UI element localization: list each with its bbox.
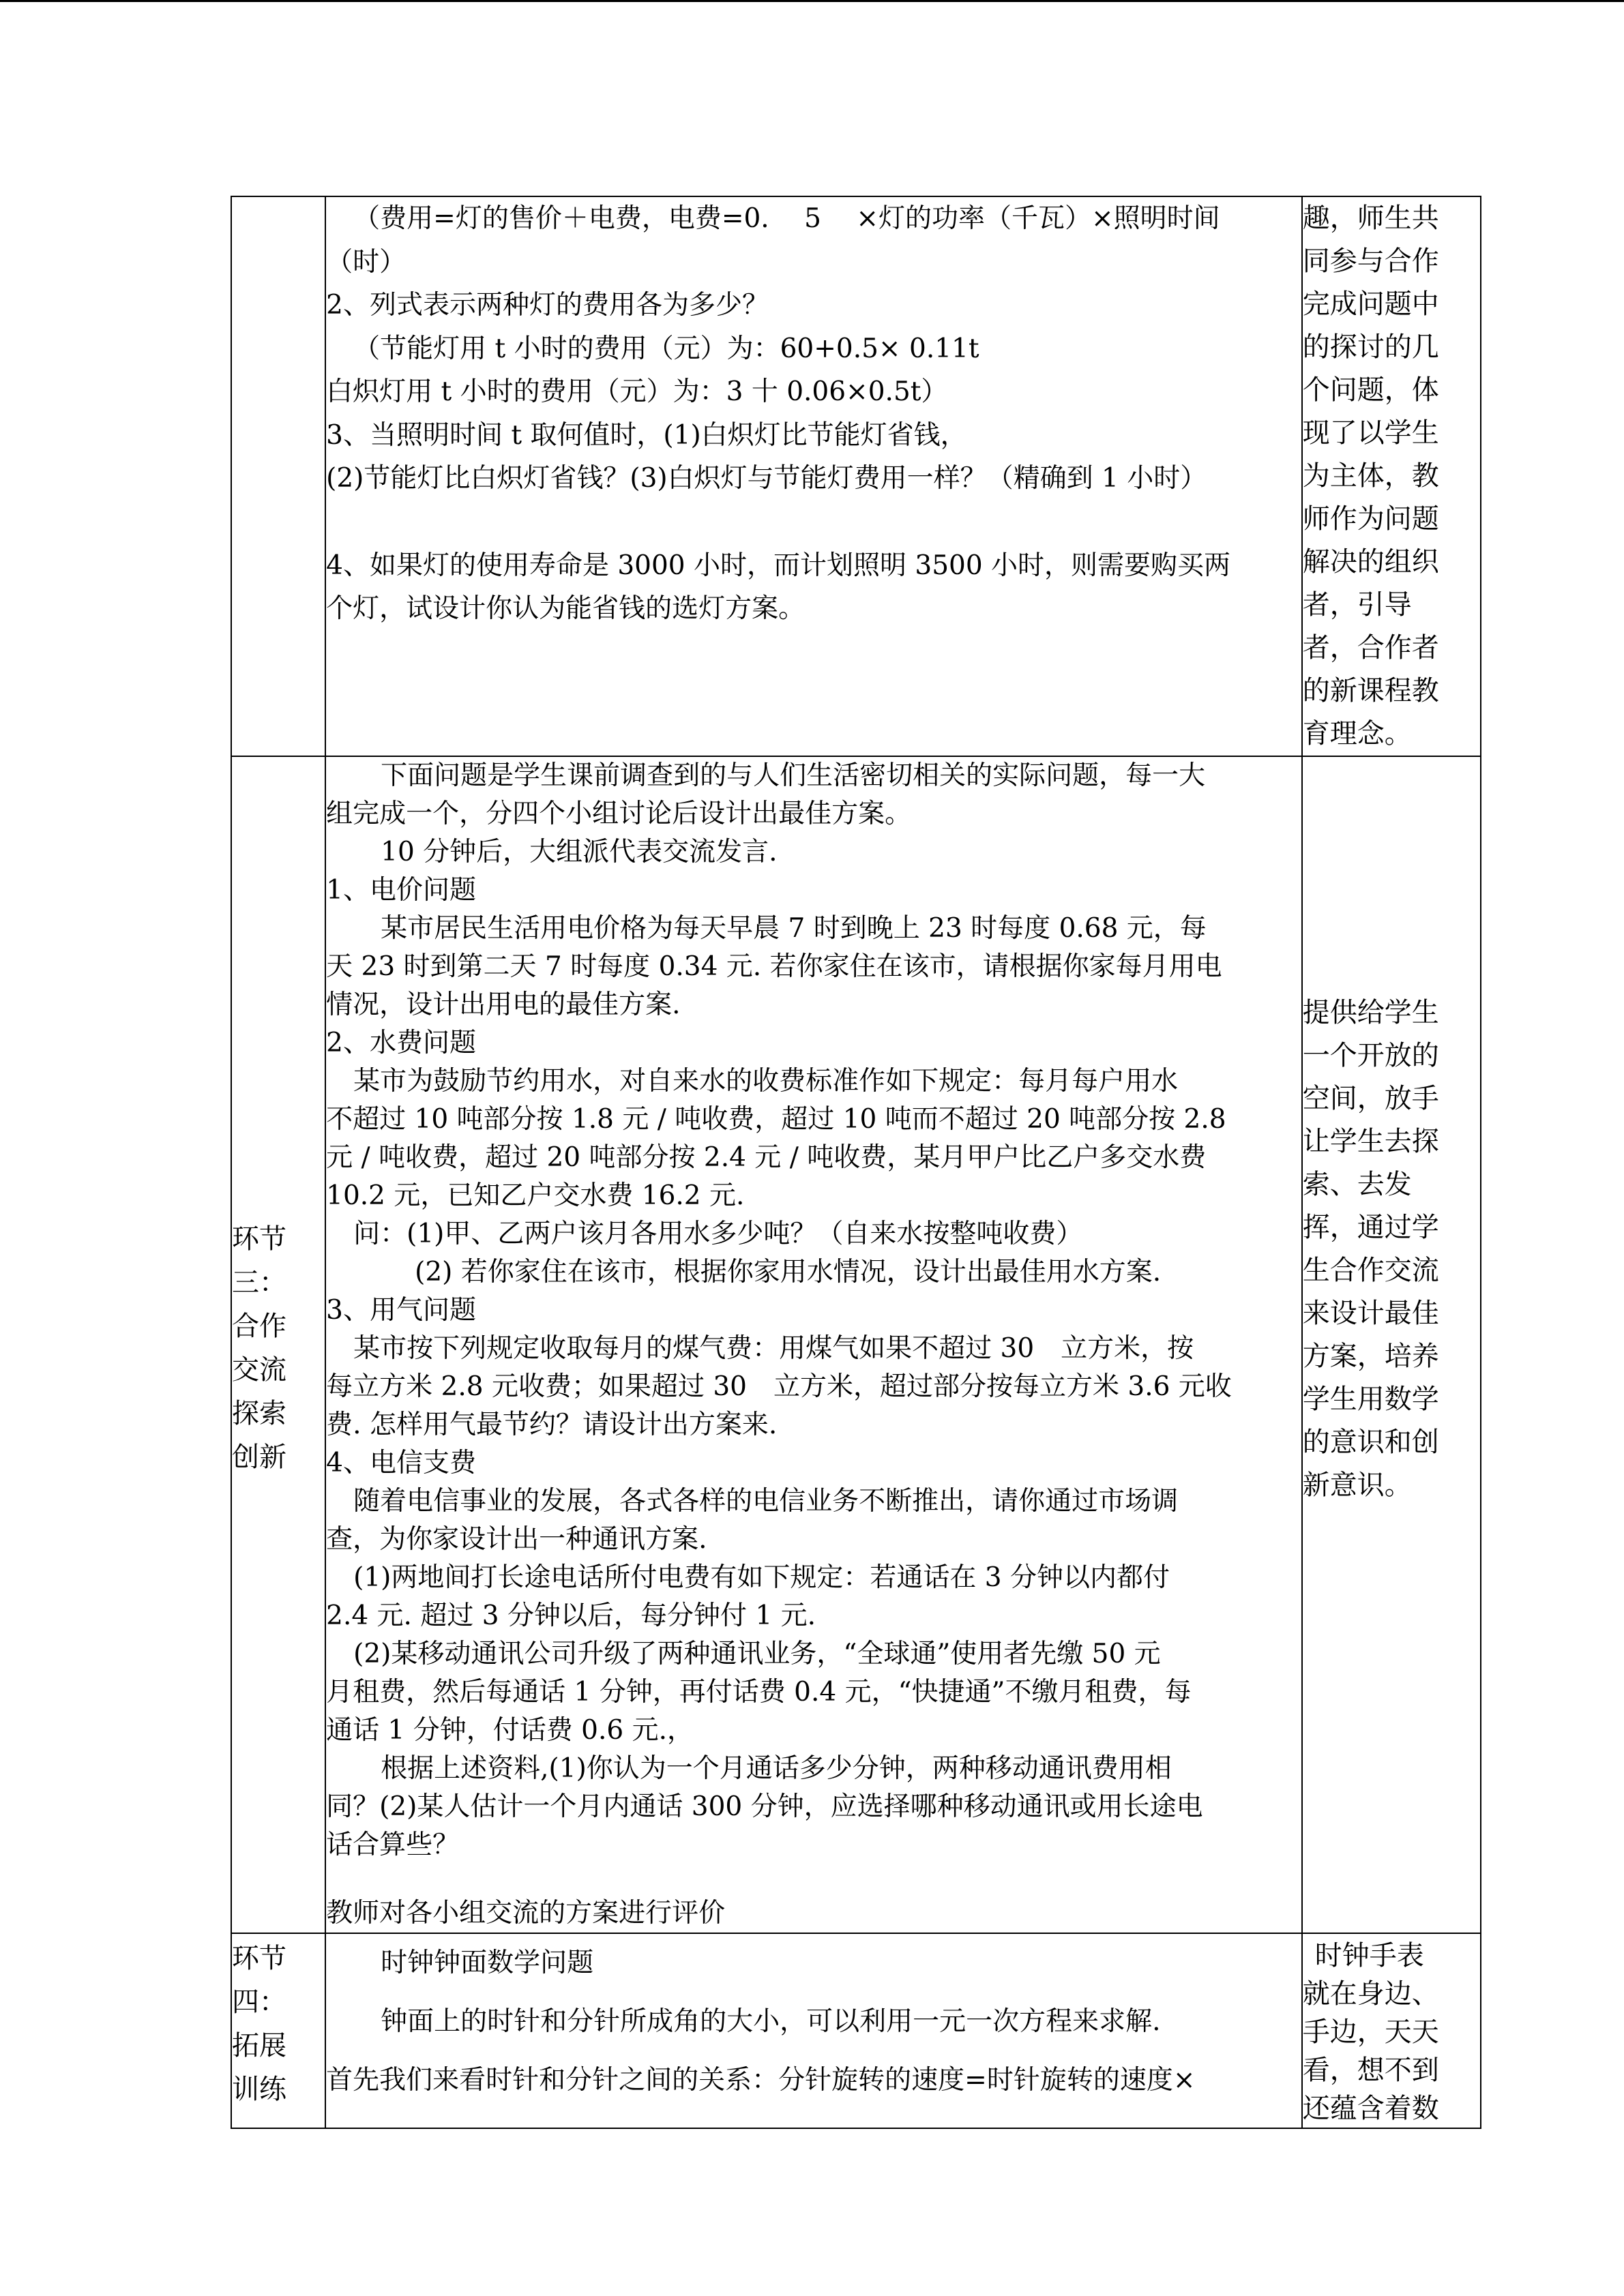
text-line: 某市为鼓励节约用水，对自来水的收费标准作如下规定：每月每户用水	[353, 1066, 1179, 1097]
text-line: （时）	[326, 246, 407, 278]
stage-label: 创新	[232, 1442, 286, 1473]
lesson-plan-table	[231, 196, 1481, 2129]
stage-label: 拓展	[232, 2030, 286, 2061]
text-line: 通话 1 分钟，付话费 0.6 元.，	[326, 1715, 694, 1746]
text-line: 钟面上的时针和分针所成角的大小，可以利用一元一次方程来求解.	[381, 2006, 1161, 2037]
comment-line: 一个开放的	[1302, 1040, 1439, 1071]
comment-cell	[1302, 196, 1481, 756]
stage-cell	[231, 196, 325, 756]
comment-line: 挥，通过学	[1302, 1212, 1439, 1243]
comment-line: 方案，培养	[1302, 1341, 1439, 1372]
text-line: 1、电价问题	[326, 875, 476, 906]
text-line: 每立方米 2.8 元收费；如果超过 30 立方米，超过部分按每立方米 3.6 元收	[326, 1371, 1232, 1402]
comment-line: 提供给学生	[1302, 997, 1439, 1028]
comment-line: 就在身边、	[1302, 1978, 1439, 2010]
comment-line: 来设计最佳	[1302, 1298, 1439, 1329]
text-line: 2、水费问题	[326, 1028, 476, 1058]
text-line: (2)某移动通讯公司升级了两种通讯业务，“全球通”使用者先缴 50 元	[353, 1639, 1161, 1669]
text-line: 某市居民生活用电价格为每天早晨 7 时到晚上 23 时每度 0.68 元，每	[381, 913, 1207, 944]
text-line: 情况，设计出用电的最佳方案.	[326, 989, 681, 1020]
comment-line: 育理念。	[1302, 718, 1412, 749]
text-line: 随着电信事业的发展，各式各样的电信业务不断推出，请你通过市场调	[353, 1486, 1179, 1517]
comment-line: 同参与合作	[1302, 245, 1439, 277]
text-line: （节能灯用 t 小时的费用（元）为：60+0.5× 0.11t	[353, 333, 979, 364]
table-row	[231, 756, 1481, 1933]
comment-line: 让学生去探	[1302, 1126, 1439, 1157]
comment-line: 新意识。	[1302, 1470, 1412, 1501]
stage-label: 三：	[232, 1267, 286, 1298]
comment-line: 完成问题中	[1302, 288, 1439, 320]
comment-line: 看，想不到	[1302, 2055, 1439, 2086]
text-line: 个灯，试设计你认为能省钱的选灯方案。	[326, 593, 806, 624]
comment-line: 的新课程教	[1302, 675, 1439, 706]
comment-line: 空间，放手	[1302, 1083, 1439, 1114]
stage-label: 环节	[232, 1943, 286, 1974]
content-cell	[325, 756, 1302, 1933]
comment-line: 师作为问题	[1302, 503, 1439, 535]
text-line: 4、电信支费	[326, 1448, 476, 1478]
text-line: (2) 若你家住在该市，根据你家用水情况，设计出最佳用水方案.	[415, 1257, 1162, 1287]
stage-label: 交流	[232, 1354, 286, 1386]
text-line: 元 / 吨收费，超过 20 吨部分按 2.4 元 / 吨收费，某月甲户比乙户多交水费	[326, 1142, 1207, 1173]
comment-line: 解决的组织	[1302, 546, 1439, 578]
comment-line: 学生用数学	[1302, 1384, 1439, 1415]
page-top-border	[0, 0, 1624, 2]
text-line: (2)节能灯比白炽灯省钱？(3)白炽灯与节能灯费用一样？（精确到 1 小时）	[326, 463, 1207, 494]
comment-line: 的意识和创	[1302, 1427, 1439, 1458]
text-line: 10 分钟后，大组派代表交流发言.	[381, 837, 778, 867]
text-line: 费. 怎样用气最节约？请设计出方案来.	[326, 1410, 778, 1440]
text-line: 查，为你家设计出一种通讯方案.	[326, 1524, 707, 1555]
text-line: 10.2 元，已知乙户交水费 16.2 元.	[326, 1180, 745, 1211]
text-line: 3、用气问题	[326, 1295, 476, 1326]
text-line: 2.4 元. 超过 3 分钟以后，每分钟付 1 元.	[326, 1600, 816, 1631]
stage-cell	[231, 1933, 325, 2128]
text-line: 月租费，然后每通话 1 分钟，再付话费 0.4 元，“快捷通”不缴月租费，每	[326, 1677, 1192, 1708]
comment-line: 还蕴含着数	[1302, 2093, 1439, 2124]
text-line: 话合算些？	[326, 1830, 460, 1860]
text-line: （费用=灯的售价＋电费，电费=0. 5 ×灯的功率（千瓦）×照明时间	[353, 203, 1220, 234]
stage-label: 四：	[232, 1986, 286, 2018]
comment-line: 个问题，体	[1302, 374, 1439, 406]
text-line: 教师对各小组交流的方案进行评价	[326, 1898, 726, 1928]
text-line: 首先我们来看时针和分针之间的关系：分针旋转的速度=时针旋转的速度×	[326, 2065, 1196, 2096]
comment-cell	[1302, 756, 1481, 1933]
stage-cell	[231, 756, 325, 1933]
stage-label: 环节	[232, 1223, 286, 1255]
text-line: 根据上述资料,(1)你认为一个月通话多少分钟，两种移动通讯费用相	[381, 1753, 1172, 1784]
text-line: (1)两地间打长途电话所付电费有如下规定：若通话在 3 分钟以内都付	[353, 1562, 1170, 1593]
text-line: 组完成一个，分四个小组讨论后设计出最佳方案。	[326, 799, 912, 829]
text-line: 时钟钟面数学问题	[381, 1948, 594, 1978]
content-cell	[325, 1933, 1302, 2128]
comment-line: 现了以学生	[1302, 417, 1439, 449]
comment-line: 者，引导	[1302, 589, 1412, 621]
text-line: 2、列式表示两种灯的费用各为多少？	[326, 290, 769, 320]
text-line: 天 23 时到第二天 7 时每度 0.34 元. 若你家住在该市，请根据你家每月用电	[326, 951, 1222, 982]
comment-line: 的探讨的几	[1302, 331, 1439, 363]
comment-line: 趣，师生共	[1302, 203, 1439, 234]
stage-label: 合作	[232, 1311, 286, 1342]
comment-line: 索、去发	[1302, 1169, 1412, 1200]
stage-label: 探索	[232, 1398, 286, 1429]
text-line: 某市按下列规定收取每月的煤气费：用煤气如果不超过 30 立方米，按	[353, 1333, 1194, 1364]
comment-line: 者，合作者	[1302, 632, 1439, 664]
comment-line: 时钟手表	[1314, 1940, 1424, 1971]
table-row	[231, 196, 1481, 756]
comment-line: 生合作交流	[1302, 1255, 1439, 1286]
text-line: 白炽灯用 t 小时的费用（元）为：3 十 0.06×0.5t）	[326, 376, 948, 407]
text-line: 问：(1)甲、乙两户该月各用水多少吨？（自来水按整吨收费）	[353, 1219, 1083, 1249]
text-line: 3、当照明时间 t 取何值时，(1)白炽灯比节能灯省钱，	[326, 419, 967, 451]
text-line: 不超过 10 吨部分按 1.8 元 / 吨收费，超过 10 吨而不超过 20 吨部分按 2.8	[326, 1104, 1226, 1135]
text-line: 同？(2)某人估计一个月内通话 300 分钟，应选择哪种移动通讯或用长途电	[326, 1791, 1203, 1822]
text-line: 4、如果灯的使用寿命是 3000 小时，而计划照明 3500 小时，则需要购买两	[326, 550, 1231, 581]
comment-line: 为主体，教	[1302, 460, 1439, 492]
stage-label: 训练	[232, 2074, 286, 2105]
text-line: 下面问题是学生课前调查到的与人们生活密切相关的实际问题，每一大	[381, 760, 1206, 791]
comment-cell	[1302, 1933, 1481, 2128]
comment-line: 手边，天天	[1302, 2016, 1439, 2048]
content-cell	[325, 196, 1302, 756]
table-row	[231, 1933, 1481, 2128]
